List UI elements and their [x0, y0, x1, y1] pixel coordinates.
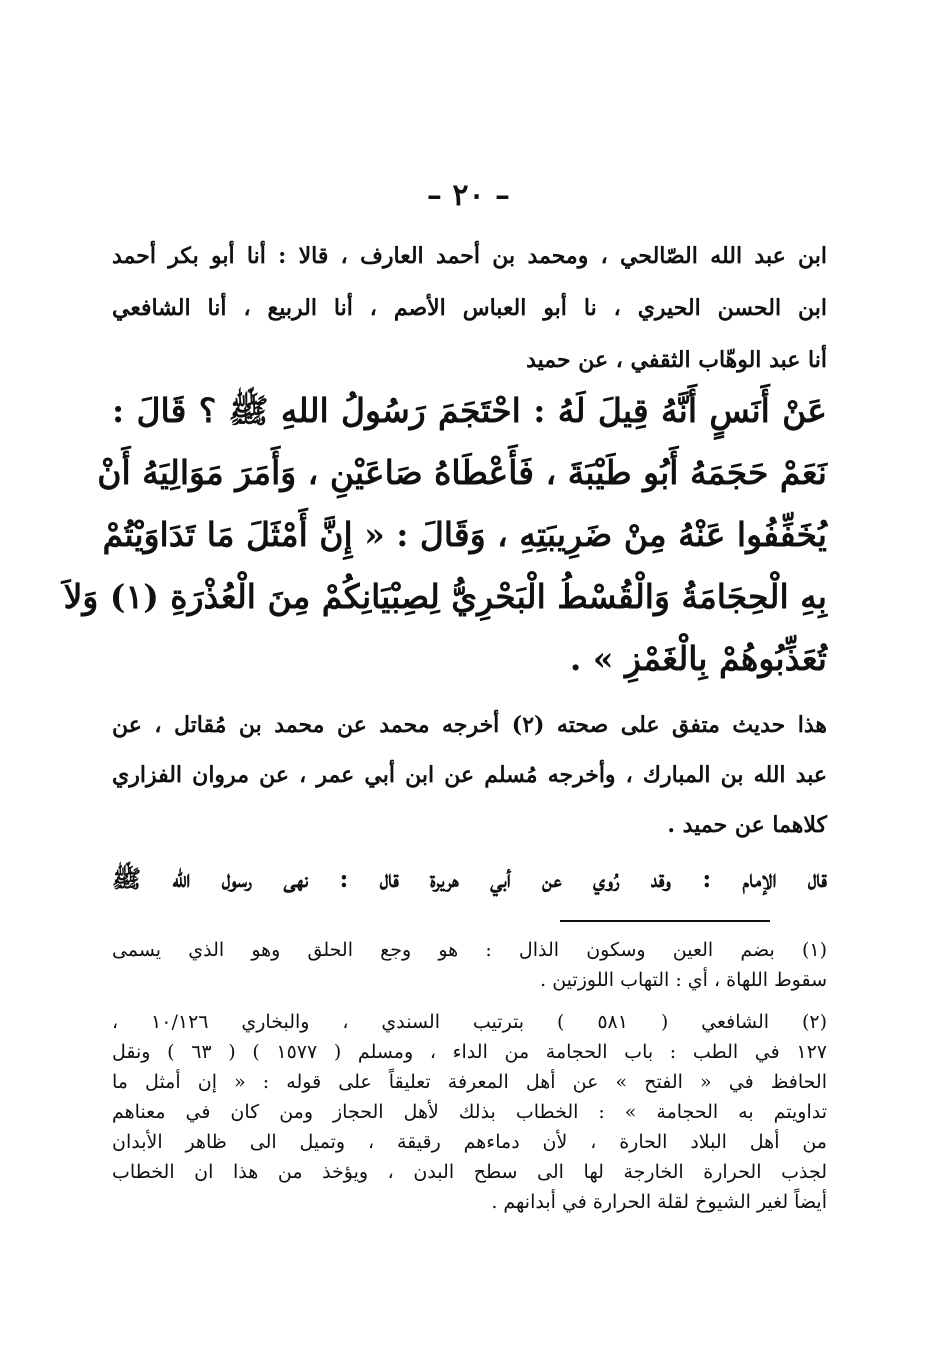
footnote-1-line: سقوط اللهاة ، أي : التهاب اللوزتين .: [540, 969, 827, 991]
isnad-line: ابن عبد الله الصّالحي ، ومحمد بن أحمد العارف ، قالا : أنا أبو بكر أحمد: [112, 243, 828, 269]
imam-paragraph: [112, 854, 827, 904]
hadith-text: [63, 380, 827, 690]
takhrij-line: هذا حديث متفق على صحته (٢) أخرجه محمد عن محمد بن مُقاتل ، عن: [112, 712, 827, 738]
takhrij-line: كلاهما عن حميد .: [667, 812, 827, 838]
imam-line: قال الإمام : وقد رُوي عن أبي هريرة قال : نهى رسول الله ﷺ: [112, 864, 827, 893]
footnote-separator: [560, 920, 770, 922]
hadith-line: يُخَفِّفُوا عَنْهُ مِنْ ضَرِيبَتِهِ ، وَقَالَ : « إِنَّ أَمْثَلَ مَا تَدَاوَيْتُمْ: [102, 515, 827, 554]
isnad-line: ابن الحسن الحيري ، نا أبو العباس الأصم ، أنا الربيع ، أنا الشافعي: [112, 295, 827, 321]
hadith-line: تُعَذِّبُوهُمْ بِالْغَمْزِ » .: [569, 639, 827, 678]
footnote-2-line: لجذب الحرارة الخارجة لها الى سطح البدن ، ويؤخذ من هذا ان الخطاب: [112, 1161, 827, 1183]
footnote-2-line: (٢) الشافعي ( ٥٨١ ) بترتيب السندي ، والبخاري ١٠/١٢٦ ،: [112, 1011, 828, 1033]
hadith-line: نَعَمْ حَجَمَهُ أَبُو طَيْبَةَ ، فَأَعْطَاهُ صَاعَيْنِ ، وَأَمَرَ مَوَالِيَهُ أَنْ: [97, 453, 827, 492]
footnote-2-line: أيضاً لغير الشيوخ لقلة الحرارة في أبدانهم .: [491, 1191, 827, 1213]
footnote-2-line: من أهل البلاد الحارة ، لأن دماءهم رقيقة ، وتميل الى ظاهر الأبدان: [112, 1131, 827, 1153]
footnote-gap: [112, 995, 827, 1007]
takhrij-line: عبد الله بن المبارك ، وأخرجه مُسلم عن ابن أبي عمر ، عن مروان الفزاري: [112, 762, 827, 788]
footnote-1-line: (١) بضم العين وسكون الذال : هو وجع الحلق وهو الذي يسمى: [112, 939, 827, 961]
footnote-2-line: الحافظ في « الفتح » عن أهل المعرفة تعليقاً على قوله : « إن أمثل ما: [112, 1071, 827, 1093]
footnote-2-line: تداويتم به الحجامة » : الخطاب بذلك لأهل الحجاز ومن كان في معناهم: [112, 1101, 827, 1123]
takhrij-paragraph: [112, 700, 827, 850]
footnote-2-line: ١٢٧ في الطب : باب الحجامة من الداء ، ومسلم ( ١٥٧٧ ) ( ٦٣ ) ونقل: [112, 1041, 827, 1063]
page-number: – ٢٠ –: [426, 178, 511, 213]
hadith-line: عَنْ أَنَسٍ أَنَّهُ قِيلَ لَهُ : احْتَجَمَ رَسُولُ اللهِ ﷺ ؟ قَالَ :: [112, 391, 827, 430]
isnad-paragraph: [112, 230, 827, 386]
hadith-line: بِهِ الْحِجَامَةُ وَالْقُسْطُ الْبَحْرِيُّ لِصِبْيَانِكُمْ مِنَ الْعُذْرَةِ (١) وَلاَ: [63, 577, 827, 616]
footnotes: [112, 935, 827, 1217]
isnad-line: أنا عبد الوهّاب الثقفي ، عن حميد: [526, 347, 827, 373]
